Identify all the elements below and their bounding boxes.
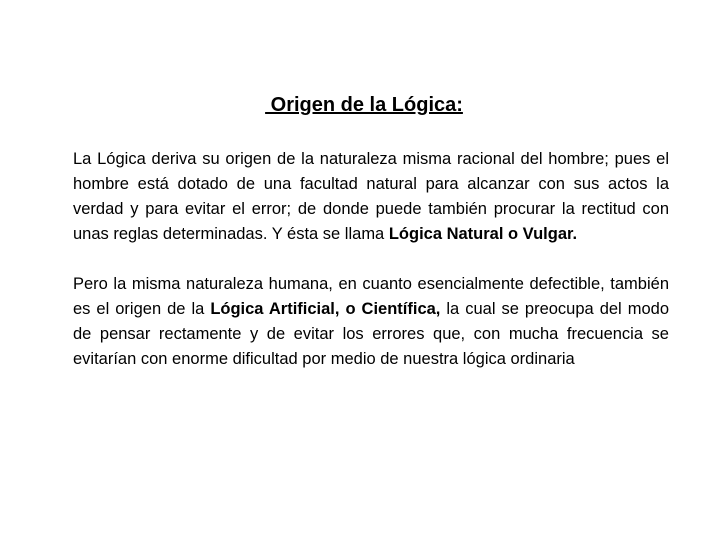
paragraph-artificial-logic: [73, 272, 669, 372]
bold-term-natural-logic: Lógica Natural o Vulgar.: [388, 225, 578, 243]
bold-term-artificial-logic: Lógica Artificial, o Científica,: [210, 300, 441, 318]
paragraph-text: Pero la misma naturaleza humana, en cuanto esencialmente defectible, también es el origen de la: [73, 275, 669, 318]
slide-body: [73, 147, 669, 372]
paragraph-natural-logic: [73, 147, 669, 247]
slide-title: Origen de la Lógica:: [265, 94, 463, 116]
paragraph-text: La Lógica deriva su origen de la naturaleza misma racional del hombre; pues el hombre está dotado de una facultad natural para alcanzar con sus actos la verdad y para evitar el error; de donde puede también procurar la rectitud con unas reglas determinadas. Y ésta se llama: [73, 150, 669, 243]
paragraph-text-after: la cual se preocupa del modo de pensar rectamente y de evitar los errores que, con mucha frecuencia se evitarían con enorme dificultad por medio de nuestra lógica ordinaria: [73, 300, 669, 368]
